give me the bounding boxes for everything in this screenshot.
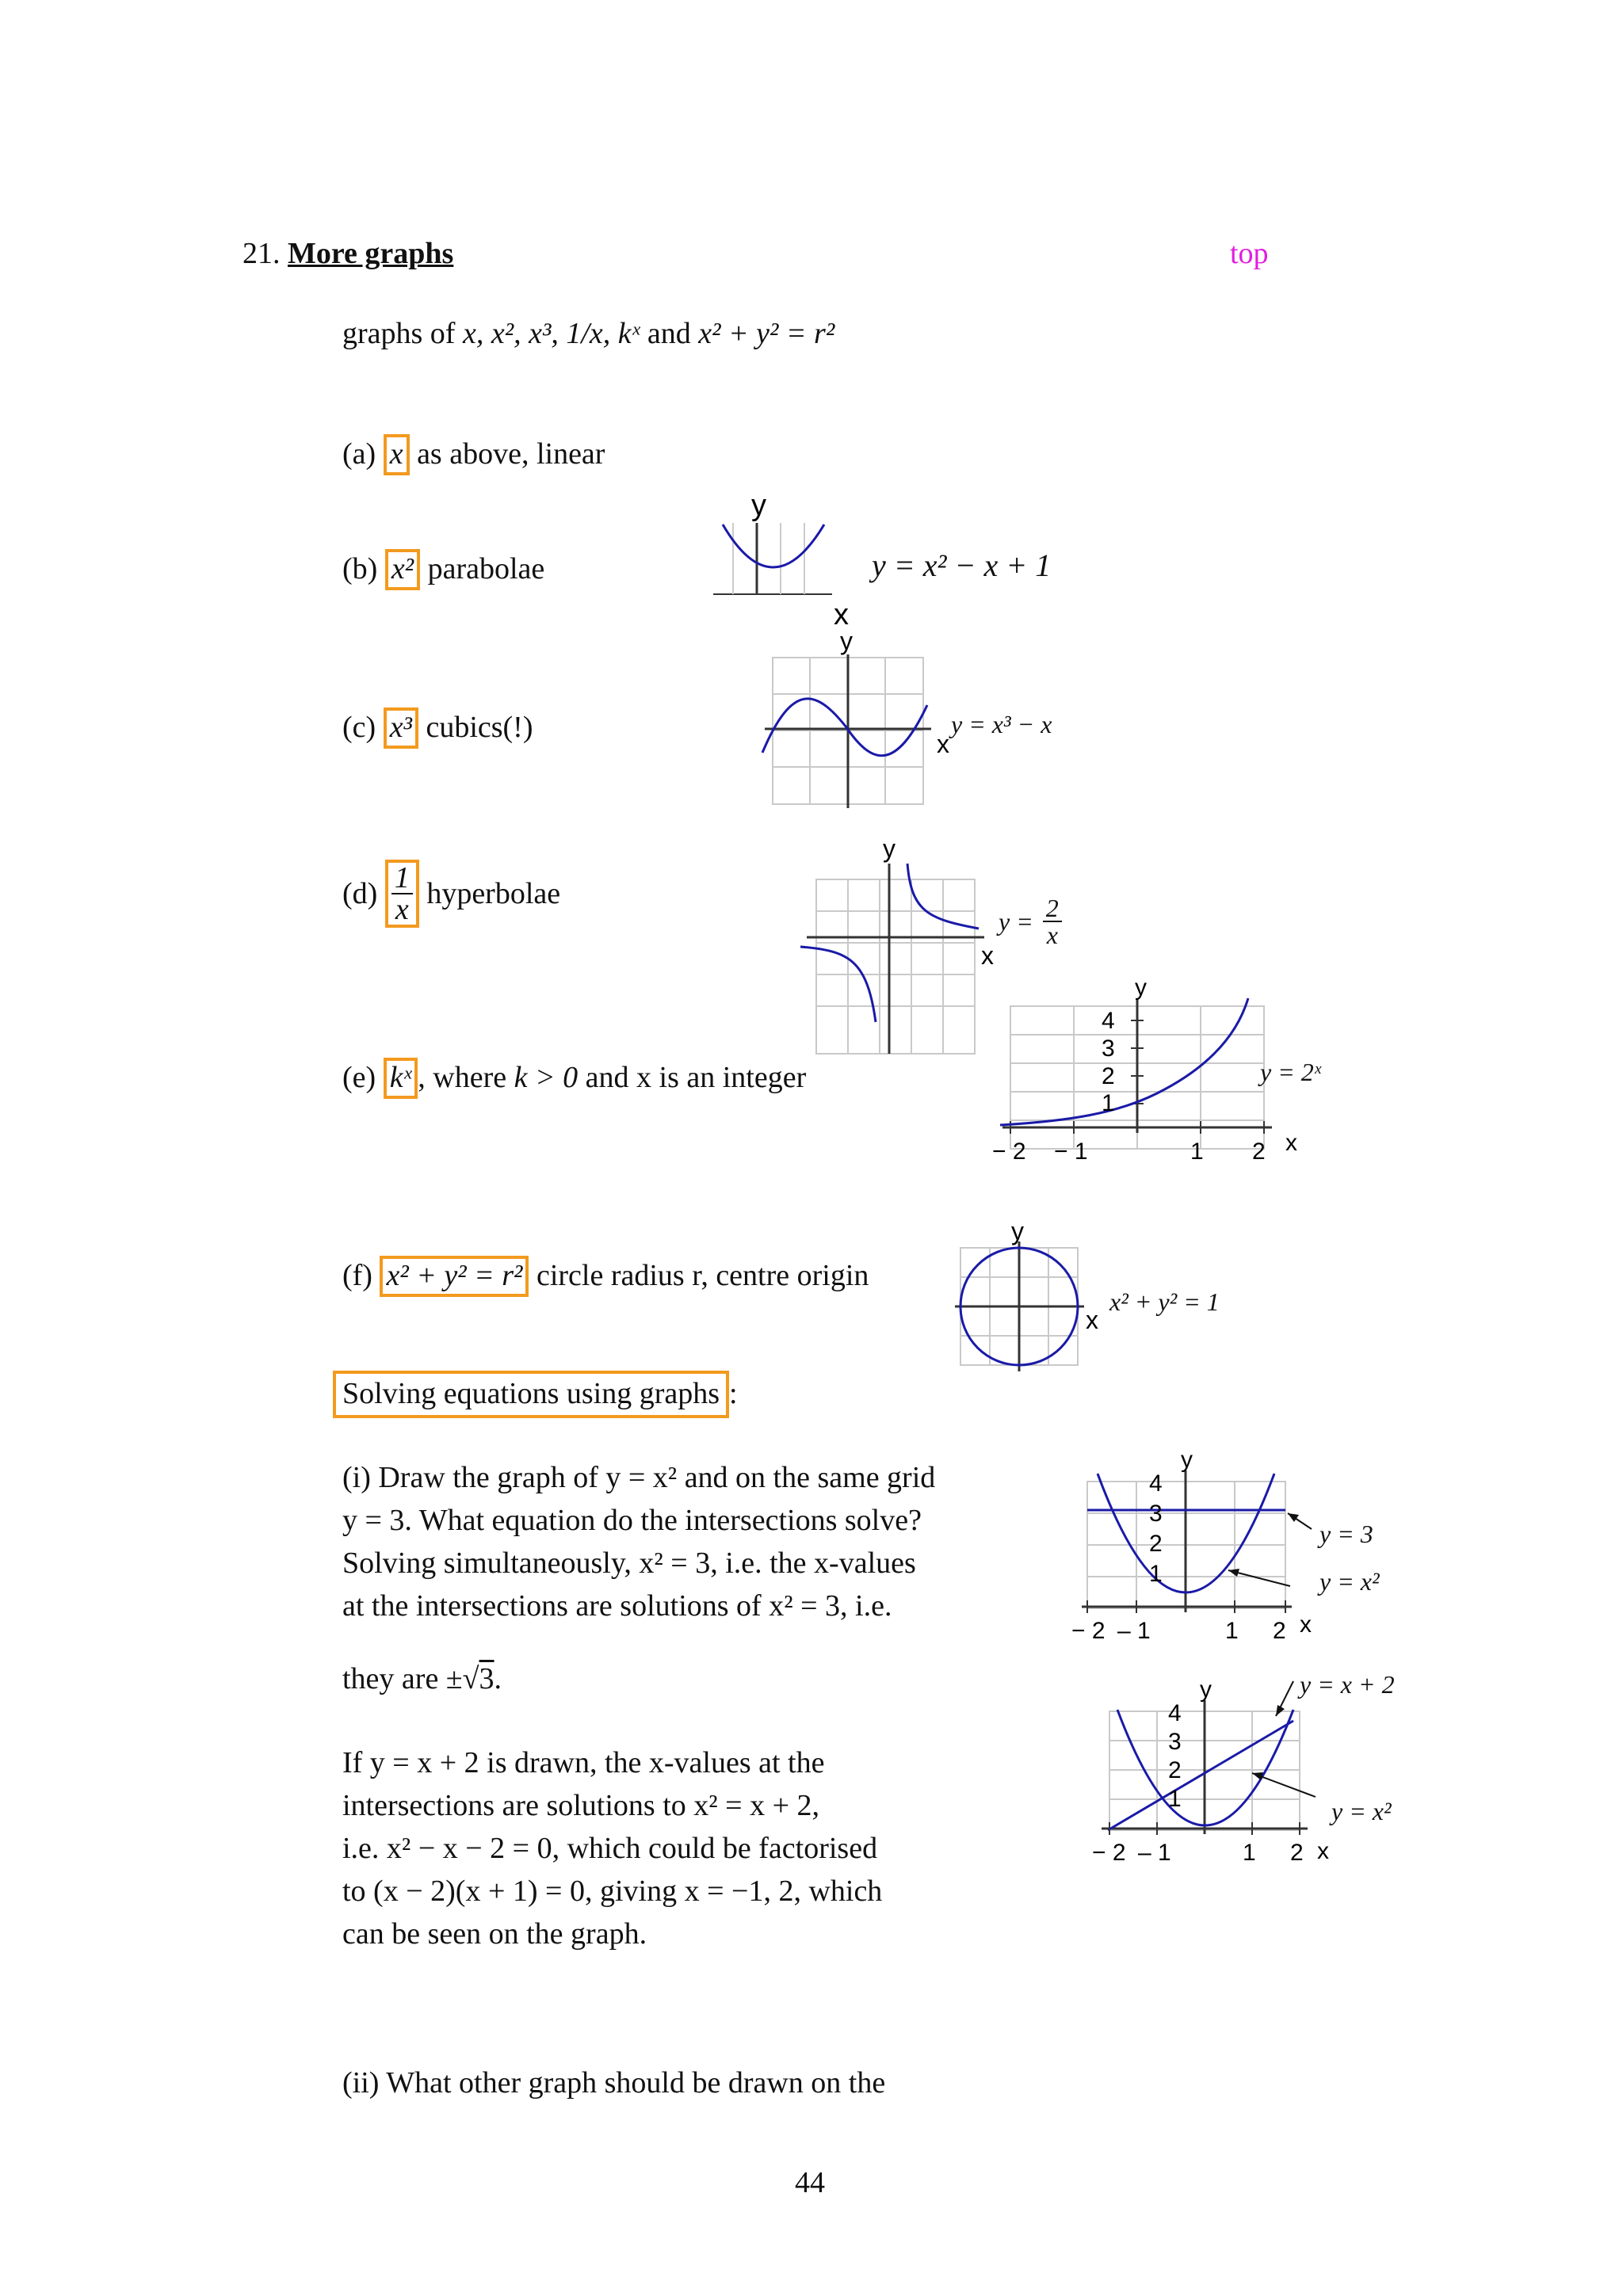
svg-text:– 1: – 1 <box>1138 1840 1171 1866</box>
svg-text:2: 2 <box>1168 1757 1182 1783</box>
eq-label-c: y = x³ − x <box>951 710 1052 738</box>
solving-heading: Solving equations using graphs : <box>333 1371 738 1418</box>
svg-text:1: 1 <box>1225 1618 1239 1644</box>
svg-text:2: 2 <box>1290 1840 1304 1866</box>
svg-text:x: x <box>1317 1838 1329 1864</box>
svg-text:− 2: − 2 <box>992 1138 1026 1165</box>
intro-line: graphs of x, x², x³, 1/x, kˣ and x² + y² = r² <box>342 317 835 350</box>
graph1-curve-label: y = x² <box>1319 1567 1380 1596</box>
eq-label-f: x² + y² = 1 <box>1109 1287 1220 1316</box>
expr-box-b: x² <box>385 549 420 590</box>
svg-text:4: 4 <box>1168 1700 1182 1726</box>
svg-text:1: 1 <box>1168 1786 1182 1812</box>
intro-function-list: x, x², x³, 1/x, kˣ <box>462 317 640 350</box>
svg-text:2: 2 <box>1149 1531 1163 1557</box>
svg-text:− 2: − 2 <box>1092 1840 1126 1866</box>
svg-text:1: 1 <box>1149 1561 1163 1587</box>
svg-text:4: 4 <box>1102 1008 1115 1034</box>
expr-box-c: x³ <box>384 707 418 749</box>
eq-label-b: y = x² − x + 1 <box>872 547 1052 583</box>
item-c: (c) x³ cubics(!) <box>342 707 533 749</box>
svg-text:1: 1 <box>1190 1138 1204 1165</box>
expr-box-e: kˣ <box>384 1058 418 1099</box>
axis-y-label: y <box>840 627 853 655</box>
item-d: (d) $\frac{1}{x}$ hyperbolae <box>342 861 561 926</box>
svg-text:3: 3 <box>1168 1729 1182 1755</box>
svg-text:y: y <box>1181 1447 1193 1473</box>
item-f: (f) x² + y² = r² circle radius r, centre origin <box>342 1256 869 1297</box>
solving-paragraph-3: (ii) What other graph should be drawn on the <box>342 2066 886 2100</box>
expr-box-d: $\frac{1}{x}$ <box>385 860 419 928</box>
graph-parabola-line-x-plus-2 <box>1086 1676 1419 1878</box>
solving-answer-line: they are ±√3. <box>342 1662 502 1695</box>
graph1-line-label: y = 3 <box>1319 1520 1373 1548</box>
svg-text:− 1: − 1 <box>1054 1138 1088 1165</box>
axis-y-label: y <box>1135 974 1147 1001</box>
graph-cubic <box>761 626 951 816</box>
graph-exponential <box>991 974 1297 1173</box>
intro-circle-eq: x² + y² = r² <box>698 317 835 350</box>
expr-box-a: x <box>384 434 410 475</box>
svg-text:3: 3 <box>1149 1501 1163 1527</box>
expr-box-f: x² + y² = r² <box>380 1256 529 1297</box>
svg-text:2: 2 <box>1273 1618 1286 1644</box>
eq-label-d: y = $\frac{2}{x}$ <box>999 895 1062 948</box>
section-number: 21. <box>242 237 281 270</box>
solving-heading-box: Solving equations using graphs <box>333 1371 729 1418</box>
axis-x-label: x <box>981 941 994 970</box>
graph2-line-label: y = x + 2 <box>1300 1670 1395 1699</box>
eq-label-e: y = 2ˣ <box>1260 1058 1321 1086</box>
solving-paragraph-1: (i) Draw the graph of y = x² and on the same grid y = 3. What equation do the intersections solve? Solving simultaneously, x² = 3, i.e. the x-values at the intersections are solutions of x² = 3, i.e. <box>342 1461 936 1623</box>
svg-text:4: 4 <box>1149 1470 1163 1497</box>
solving-paragraph-2: If y = x + 2 is drawn, the x-values at the intersections are solutions to x² = x + 2, i.e. x² − x − 2 = 0, which could be factorised to (x − 2)(x + 1) = 0, giving x = −1, 2, which can be seen on the graph. <box>342 1746 883 1951</box>
graph-parabola-line-3 <box>1070 1447 1403 1656</box>
svg-text:− 2: − 2 <box>1071 1618 1106 1644</box>
svg-text:– 1: – 1 <box>1117 1618 1151 1644</box>
svg-text:y: y <box>1200 1676 1212 1703</box>
top-link[interactable]: top <box>1230 237 1269 270</box>
axis-x-label: x <box>1285 1130 1297 1156</box>
svg-text:1: 1 <box>1243 1840 1256 1866</box>
svg-text:2: 2 <box>1102 1063 1115 1089</box>
axis-x-label: x <box>1086 1306 1098 1334</box>
svg-text:3: 3 <box>1102 1035 1115 1062</box>
axis-x-label: x <box>937 730 949 758</box>
graph-circle <box>951 1216 1109 1375</box>
section-title: More graphs <box>288 237 454 270</box>
section-heading <box>242 235 453 272</box>
svg-text:2: 2 <box>1252 1138 1266 1165</box>
axis-y-label: y <box>751 489 766 522</box>
graph2-curve-label: y = x² <box>1331 1797 1392 1825</box>
item-e: (e) kˣ , where k > 0 and x is an integer <box>342 1058 806 1099</box>
page-number: 44 <box>795 2166 825 2199</box>
item-a: (a) x as above, linear <box>342 434 605 475</box>
graph-parabola <box>713 489 849 631</box>
svg-text:1: 1 <box>1102 1090 1115 1116</box>
svg-text:x: x <box>1300 1611 1312 1638</box>
axis-y-label: y <box>1011 1217 1024 1245</box>
item-b: (b) x² parabolae <box>342 549 544 590</box>
axis-y-label: y <box>883 834 896 863</box>
axis-x-label: x <box>834 598 849 631</box>
